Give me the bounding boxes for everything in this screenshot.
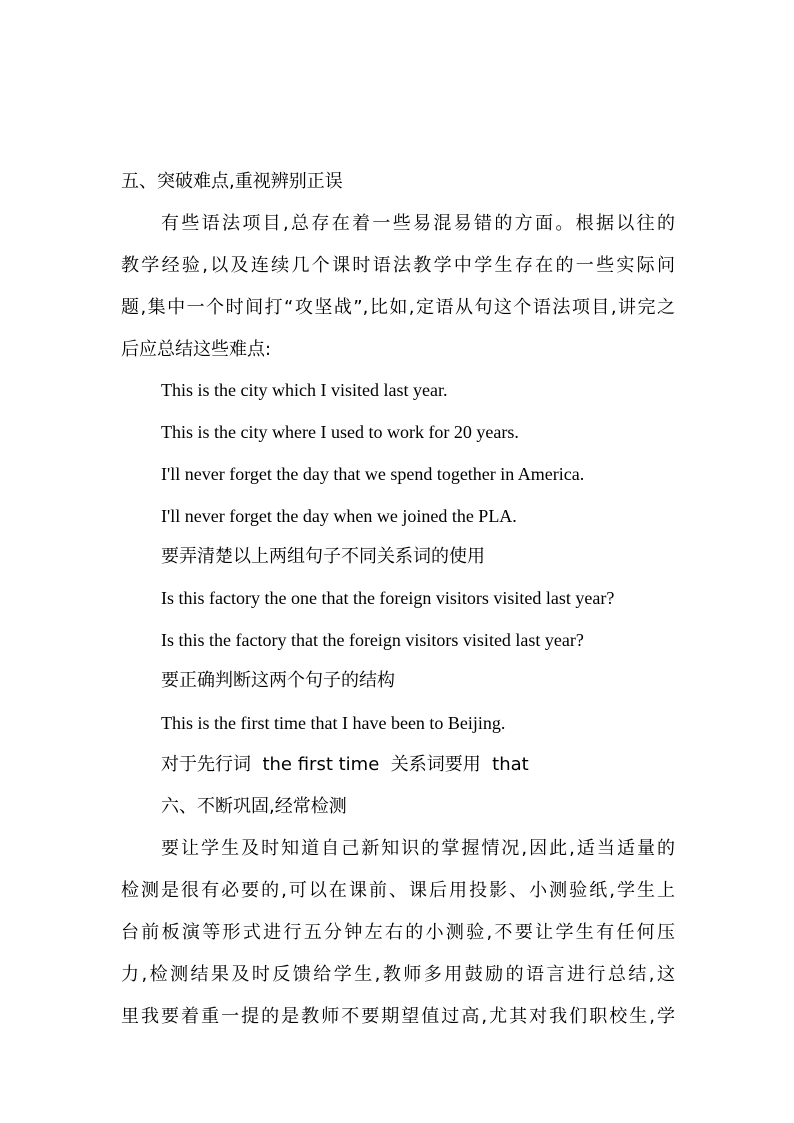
- paragraph-2-line-2: 检测是很有必要的,可以在课前、课后用投影、小测验纸,学生上: [121, 880, 675, 901]
- paragraph-2-line-5: 里我要着重一提的是教师不要期望值过高,尤其对我们职校生,学: [121, 1006, 675, 1027]
- example-sentence-1: This is the city which I visited last year.: [161, 380, 448, 400]
- note-2: 要正确判断这两个句子的结构: [161, 670, 395, 691]
- example-sentence-6: Is this the factory that the foreign visitors visited last year?: [161, 630, 584, 650]
- example-sentence-2: This is the city where I used to work for 20 years.: [161, 422, 519, 442]
- paragraph-1-line-3: 题,集中一个时间打“攻坚战”,比如,定语从句这个语法项目,讲完之: [121, 297, 675, 318]
- example-sentence-3: I'll never forget the day that we spend together in America.: [161, 464, 585, 484]
- section-heading-5: 五、突破难点,重视辨别正误: [121, 171, 343, 192]
- note-1: 要弄清楚以上两组句子不同关系词的使用: [161, 546, 485, 567]
- example-sentence-5: Is this factory the one that the foreign visitors visited last year?: [161, 588, 615, 608]
- paragraph-1-line-2: 教学经验,以及连续几个课时语法教学中学生存在的一些实际问: [121, 255, 675, 276]
- note-3: 对于先行词 the first time 关系词要用 that: [161, 754, 529, 775]
- example-sentence-4: I'll never forget the day when we joined the PLA.: [161, 506, 517, 526]
- paragraph-2-line-3: 台前板演等形式进行五分钟左右的小测验,不要让学生有任何压: [121, 922, 675, 943]
- paragraph-1-line-4: 后应总结这些难点:: [121, 339, 272, 360]
- example-sentence-7: This is the first time that I have been to Beijing.: [161, 713, 506, 733]
- paragraph-1-line-1: 有些语法项目,总存在着一些易混易错的方面。根据以往的: [161, 213, 675, 234]
- paragraph-2-line-4: 力,检测结果及时反馈给学生,教师多用鼓励的语言进行总结,这: [121, 964, 675, 985]
- section-heading-6: 六、不断巩固,经常检测: [161, 796, 347, 817]
- paragraph-2-line-1: 要让学生及时知道自己新知识的掌握情况,因此,适当适量的: [161, 838, 675, 859]
